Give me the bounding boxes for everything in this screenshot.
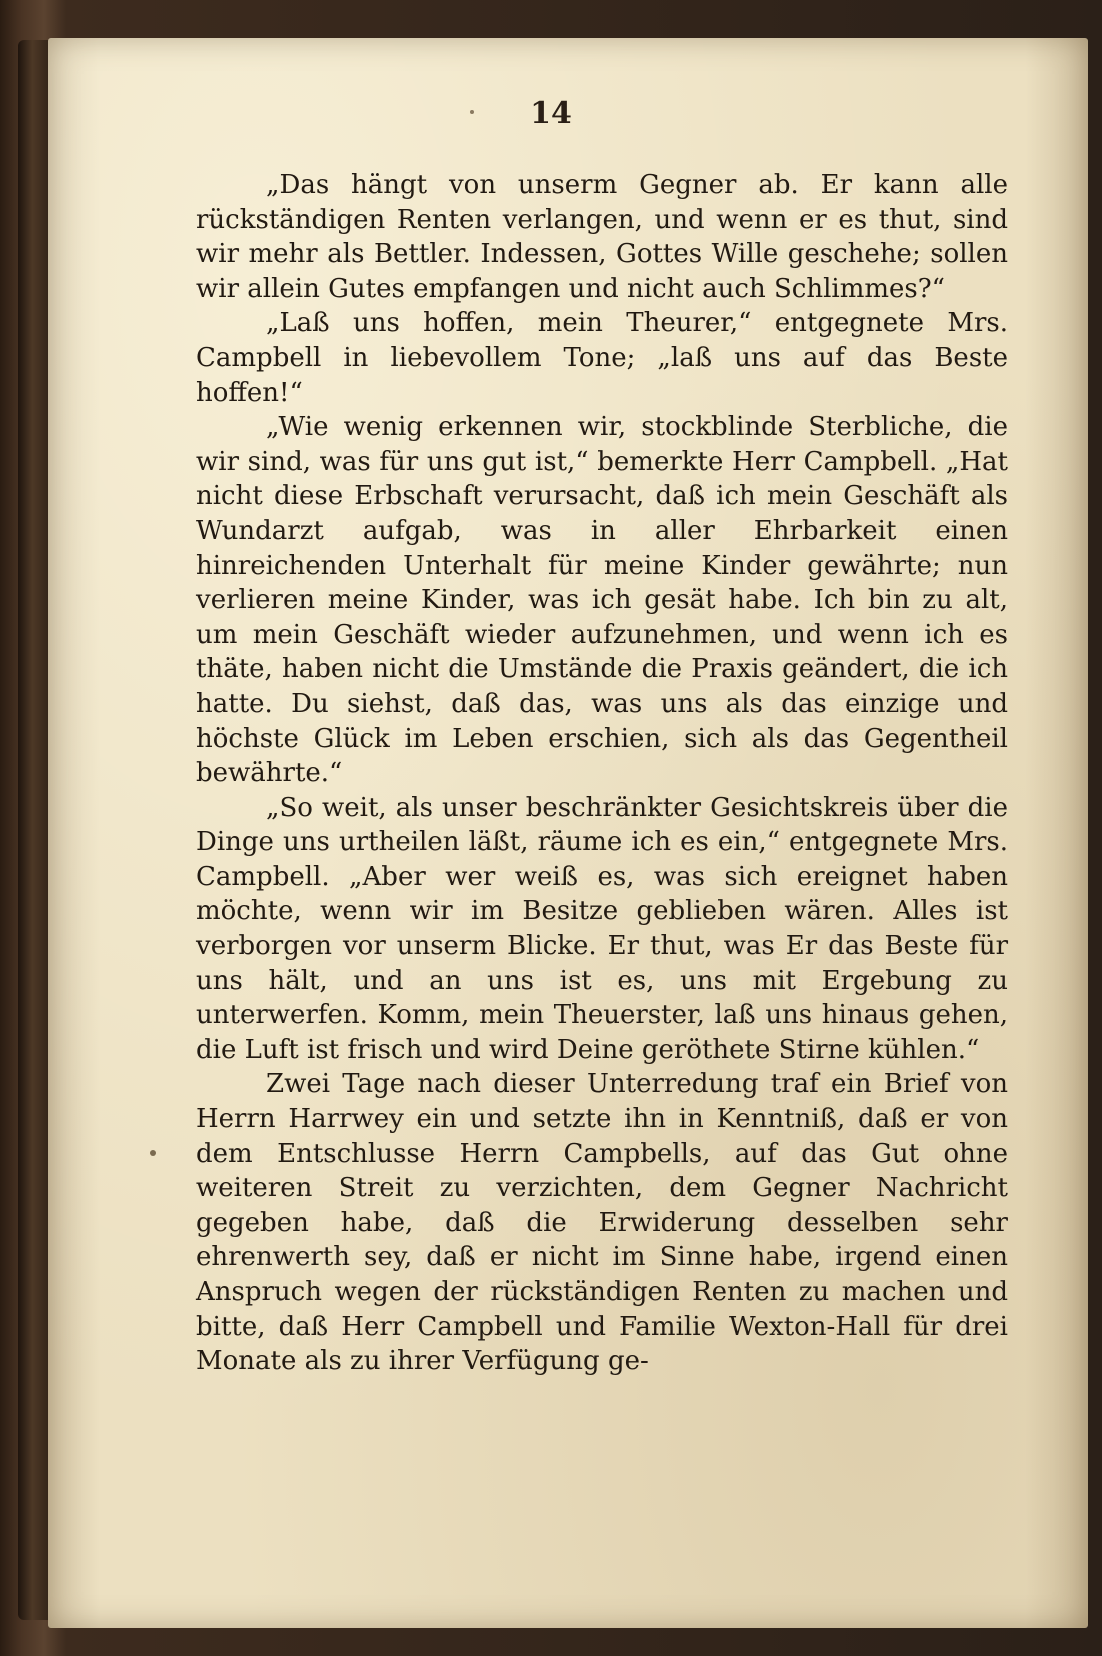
paragraph-3: „Wie wenig erkennen wir, stockblinde Sterbliche, die wir sind, was für uns gut ist,“ bemerkte Herr Campbell. „Hat nicht diese Erbschaft verursacht, daß ich mein Geschäft als Wundarzt aufgab, was in aller Ehrbarkeit einen hinreichenden Unterhalt für meine Kinder gewährte; nun verlieren meine Kinder, was ich gesät habe. Ich bin zu alt, um mein Geschäft wieder aufzunehmen, und wenn ich es thäte, haben nicht die Umstände die Praxis geändert, die ich hatte. Du siehst, daß das, was uns als das einzige und höchste Glück im Leben erschien, sich als das Gegentheil bewährte.“ (196, 412, 1008, 789)
body-text (196, 168, 1008, 1379)
paragraph-4: „So weit, als unser beschränkter Gesichtskreis über die Dinge uns urtheilen läßt, räume ich es ein,“ entgegnete Mrs. Campbell. „Aber wer weiß es, was sich ereignet haben möchte, wenn wir im Besitze geblieben wären. Alles ist verborgen vor unserm Blicke. Er thut, was Er das Beste für uns hält, und an uns ist es, uns mit Ergebung zu unterwerfen. Komm, mein Theuerster, laß uns hinaus gehen, die Luft ist frisch und wird Deine geröthete Stirne kühlen.“ (196, 792, 1008, 1065)
paragraph-1: „Das hängt von unserm Gegner ab. Er kann alle rückständigen Renten verlangen, und wenn er es thut, sind wir mehr als Bettler. Indessen, Gottes Wille geschehe; sollen wir allein Gutes empfangen und nicht auch Schlimmes?“ (196, 170, 1008, 304)
page-number: 14 (530, 96, 572, 131)
paragraph-2: „Laß uns hoffen, mein Theurer,“ entgegnete Mrs. Campbell in liebevollem Tone; „laß uns auf das Beste hoffen!“ (196, 308, 1008, 408)
paragraph-5: Zwei Tage nach dieser Unterredung traf ein Brief von Herrn Harrwey ein und setzte ihn in Kenntniß, daß er von dem Entschlusse Herrn Campbells, auf das Gut ohne weiteren Streit zu verzichten, dem Gegner Nachricht gegeben habe, daß die Erwiderung desselben sehr ehrenwerth sey, daß er nicht im Sinne habe, irgend einen Anspruch wegen der rückständigen Renten zu machen und bitte, daß Herr Campbell und Familie Wexton-Hall für drei Monate als zu ihrer Verfügung ge- (196, 1069, 1008, 1377)
paper-speck (150, 1150, 156, 1156)
